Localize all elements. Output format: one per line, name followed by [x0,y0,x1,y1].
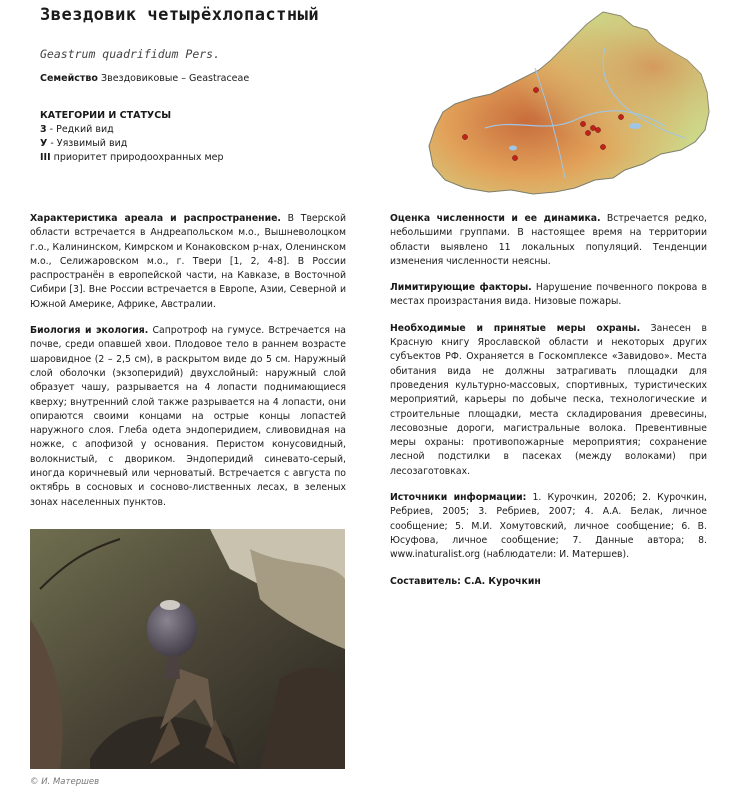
category-item: III приоритет природоохранных мер [40,152,224,163]
categories-heading: КАТЕГОРИИ И СТАТУСЫ [40,110,172,121]
author-section: Составитель: С.А. Курочкин [390,575,541,587]
category-item: 3 - Редкий вид [40,124,114,135]
family-label: Семейство [40,73,98,84]
photo-credit: © И. Матершев [30,777,100,787]
categories-block [40,109,224,165]
left-column [30,212,346,522]
family-value: Звездовиковые – Geastraceae [101,73,250,84]
limiting-section: Лимитирующие факторы. Нарушение почвенного покрова в местах произрастания вида. Низовые пожары. [390,282,707,308]
occurrence-point [462,134,467,139]
occurrence-point [580,121,585,126]
occurrence-point [618,114,623,119]
protection-section: Необходимые и принятые меры охраны. Занесен в Красную книгу Ярославской области и некоторых других субъектов РФ. Охраняется в Госкомплексе «Завидово». Места обитания вида не должны затрагивать площадки для проведения культурно-массовых, спортивных, туристических мероприятий, карьеры по добыче песка, технологические и строительные площадки, места складирования древесины, лесовозные дороги, магистральные волока. Превентивные меры охраны: противопожарные мероприятия; сохранение лесной подстилки в пасеках (между волоками) при лесозаготовках. [390,322,707,477]
occurrence-point [595,127,600,132]
occurrence-point [590,125,595,130]
sources-section: Источники информации: 1. Курочкин, 2020б; 2. Курочкин, Ребриев, 2005; 3. Ребриев, 2007; 4. А.А. Белак, личное сообщение; 5. М.И. Хомутовский, личное сообщение; 6. В. Юсуфова, личное сообщение; 7. Данные автора; 8. www.inaturalist.org (наблюдатели: И. Матершев). [390,492,707,561]
occurrence-point [533,87,538,92]
category-item: У - Уязвимый вид [40,138,128,149]
occurrence-point [512,155,517,160]
latin-name: Geastrum quadrifidum Pers. [40,47,221,61]
page-title: Звездовик четырёхлопастный [40,5,320,25]
range-section: Характеристика ареала и распространение. В Тверской области встречается в Андреапольском м.о., Вышневолоцком г.о., Калининском, Кимрском и Конаковском р-нах, Оленинском м.о., Селижаровском м.о., г. Твери [1, 2, 4-8]. В России распространён в европейской части, на Кавказе, в Восточной Сибири [3]. Вне России встречается в Европе, Азии, Северной и Южной Америке, Африке, Австралии. [30,213,346,310]
distribution-map [425,8,715,198]
biology-section: Биология и экология. Сапротроф на гумусе. Встречается на почве, среди опавшей хвои. Плодовое тело в раннем возрасте шаровидное (2 – 2,5 см), в раскрытом виде до 5 см. Наружный слой оболочки (экзоперидий) двухслойный: наружный слой образует чашу, разрывается на 4 лопасти поднимающиеся кверху; внутренний слой также разрывается на 4 лопасти, они опираются своими концами на острые концы лопастей наружного слоя. Глеба одета эндоперидием, сливовидная на ножке, с апофизой у основания. Перистом конусовидный, волокнистый, с двориком. Эндоперидий синевато-серый, иногда коричневый или черноватый. Встречается с августа по октябрь в сосновых и сосново-лиственных лесах, в зеленых зонах населенных пунктов. [30,325,346,508]
right-column [390,212,707,601]
occurrence-point [585,130,590,135]
occurrence-point [600,144,605,149]
abundance-section: Оценка численности и ее динамика. Встречается редко, небольшими группами. В настоящее время на территории области выявлено 11 локальных популяций. Тенденции изменения численности неясны. [390,213,707,267]
family-line [40,73,249,84]
species-photo [30,529,345,769]
